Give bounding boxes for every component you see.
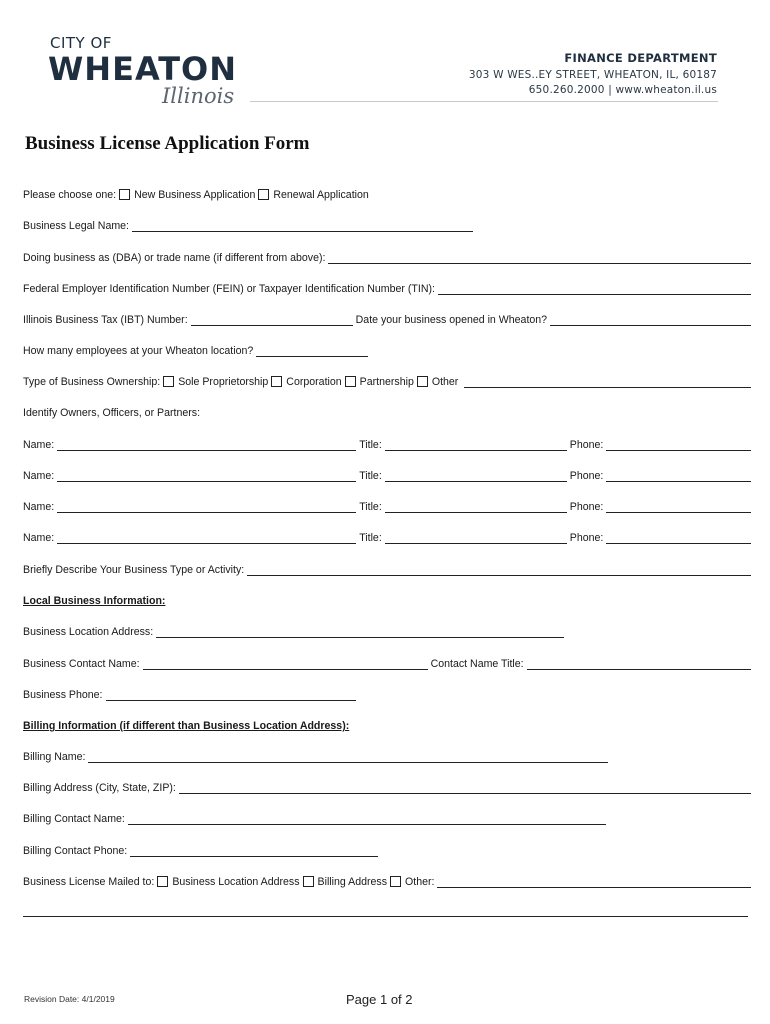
page-number: Page 1 of 2 bbox=[346, 992, 413, 1007]
dba-label: Doing business as (DBA) or trade name (if different from above): bbox=[23, 252, 326, 264]
billing-phone-label: Billing Contact Phone: bbox=[23, 845, 128, 857]
legal-name-label: Business Legal Name: bbox=[23, 220, 129, 232]
billing-heading-row bbox=[23, 718, 751, 732]
owner-name-field[interactable] bbox=[57, 501, 356, 513]
owner-title-field[interactable] bbox=[385, 532, 567, 544]
corporation-checkbox[interactable] bbox=[271, 376, 282, 387]
owner-title-label: Title: bbox=[359, 532, 382, 544]
new-business-label: New Business Application bbox=[134, 189, 256, 201]
ownership-row bbox=[23, 374, 751, 388]
billing-phone-field[interactable] bbox=[130, 845, 378, 857]
billing-address-field[interactable] bbox=[179, 782, 751, 794]
mail-other-field[interactable] bbox=[437, 876, 751, 888]
owner-name-label: Name: bbox=[23, 532, 55, 544]
owner-phone-field[interactable] bbox=[606, 532, 751, 544]
billing-phone-row bbox=[23, 843, 751, 857]
owner-name-label: Name: bbox=[23, 501, 55, 513]
department-address: 303 W WES..EY STREET, WHEATON, IL, 60187 bbox=[468, 69, 717, 81]
owner-phone-label: Phone: bbox=[569, 470, 604, 482]
contact-name-label: Business Contact Name: bbox=[23, 658, 140, 670]
ownership-label: Type of Business Ownership: bbox=[23, 376, 161, 388]
owner-phone-field[interactable] bbox=[606, 470, 751, 482]
contact-title-label: Contact Name Title: bbox=[430, 658, 524, 670]
dba-field[interactable] bbox=[328, 252, 751, 264]
logo-city-text: CITY OF bbox=[50, 34, 112, 52]
owner-phone-label: Phone: bbox=[569, 532, 604, 544]
describe-row bbox=[23, 562, 751, 576]
ibt-field[interactable] bbox=[191, 314, 353, 326]
business-phone-field[interactable] bbox=[106, 689, 356, 701]
billing-contact-label: Billing Contact Name: bbox=[23, 813, 125, 825]
date-opened-label: Date your business opened in Wheaton? bbox=[355, 314, 548, 326]
contact-name-field[interactable] bbox=[143, 658, 428, 670]
owner-name-field[interactable] bbox=[57, 470, 356, 482]
mail-other-checkbox[interactable] bbox=[390, 876, 401, 887]
local-heading-row bbox=[23, 593, 751, 607]
mail-other-label: Other: bbox=[405, 876, 435, 888]
owner-title-field[interactable] bbox=[385, 501, 567, 513]
owners-heading: Identify Owners, Officers, or Partners: bbox=[23, 407, 201, 419]
corporation-label: Corporation bbox=[286, 376, 342, 388]
billing-name-field[interactable] bbox=[88, 751, 608, 763]
department-name: FINANCE DEPARTMENT bbox=[564, 51, 717, 65]
fein-row bbox=[23, 281, 751, 295]
partnership-label: Partnership bbox=[359, 376, 414, 388]
mail-billing-checkbox[interactable] bbox=[303, 876, 314, 887]
owner-phone-field[interactable] bbox=[606, 439, 751, 451]
extra-line-field[interactable] bbox=[23, 916, 748, 917]
mailed-to-row bbox=[23, 874, 751, 888]
owners-heading-row bbox=[23, 405, 751, 419]
describe-field[interactable] bbox=[247, 564, 751, 576]
business-phone-label: Business Phone: bbox=[23, 689, 103, 701]
legal-name-field[interactable] bbox=[132, 220, 473, 232]
other-ownership-field[interactable] bbox=[464, 376, 751, 388]
owner-row bbox=[23, 437, 751, 451]
owner-row bbox=[23, 468, 751, 482]
renewal-checkbox[interactable] bbox=[258, 189, 269, 200]
contact-row bbox=[23, 656, 751, 670]
mail-location-checkbox[interactable] bbox=[157, 876, 168, 887]
contact-title-field[interactable] bbox=[527, 658, 751, 670]
owner-row bbox=[23, 530, 751, 544]
location-address-field[interactable] bbox=[156, 626, 564, 638]
location-address-row bbox=[23, 624, 751, 638]
form-title: Business License Application Form bbox=[25, 133, 310, 154]
billing-name-row bbox=[23, 749, 751, 763]
header-rule bbox=[250, 101, 718, 102]
mailed-to-label: Business License Mailed to: bbox=[23, 876, 155, 888]
date-opened-field[interactable] bbox=[550, 314, 751, 326]
billing-contact-field[interactable] bbox=[128, 813, 606, 825]
location-address-label: Business Location Address: bbox=[23, 626, 154, 638]
owner-row bbox=[23, 499, 751, 513]
logo-illinois-script: Illinois bbox=[162, 84, 235, 108]
new-business-checkbox[interactable] bbox=[119, 189, 130, 200]
billing-address-label: Billing Address (City, State, ZIP): bbox=[23, 782, 176, 794]
owner-title-label: Title: bbox=[359, 501, 382, 513]
owner-title-field[interactable] bbox=[385, 439, 567, 451]
legal-name-row bbox=[23, 218, 751, 232]
other-ownership-checkbox[interactable] bbox=[417, 376, 428, 387]
billing-address-row bbox=[23, 780, 751, 794]
owner-phone-label: Phone: bbox=[569, 439, 604, 451]
local-business-heading: Local Business Information: bbox=[23, 595, 166, 607]
partnership-checkbox[interactable] bbox=[345, 376, 356, 387]
describe-label: Briefly Describe Your Business Type or Activity: bbox=[23, 564, 245, 576]
ibt-label: Illinois Business Tax (IBT) Number: bbox=[23, 314, 188, 326]
logo-wheaton-text: WHEATON bbox=[48, 50, 238, 88]
owner-title-field[interactable] bbox=[385, 470, 567, 482]
business-phone-row bbox=[23, 687, 751, 701]
application-type-row bbox=[23, 187, 751, 201]
renewal-label: Renewal Application bbox=[273, 189, 369, 201]
owner-name-field[interactable] bbox=[57, 439, 356, 451]
owner-name-label: Name: bbox=[23, 439, 55, 451]
owner-phone-label: Phone: bbox=[569, 501, 604, 513]
owner-name-field[interactable] bbox=[57, 532, 356, 544]
employees-field[interactable] bbox=[256, 345, 368, 357]
owner-name-label: Name: bbox=[23, 470, 55, 482]
billing-name-label: Billing Name: bbox=[23, 751, 86, 763]
employees-label: How many employees at your Wheaton location? bbox=[23, 345, 254, 357]
sole-proprietorship-label: Sole Proprietorship bbox=[178, 376, 269, 388]
owner-phone-field[interactable] bbox=[606, 501, 751, 513]
ibt-row bbox=[23, 312, 751, 326]
billing-contact-row bbox=[23, 811, 751, 825]
employees-row bbox=[23, 343, 751, 357]
mail-billing-label: Billing Address bbox=[317, 876, 388, 888]
fein-label: Federal Employer Identification Number (FEIN) or Taxpayer Identification Number (TIN): bbox=[23, 283, 435, 295]
revision-date: Revision Date: 4/1/2019 bbox=[24, 994, 115, 1004]
dba-row bbox=[23, 250, 751, 264]
mail-location-label: Business Location Address bbox=[172, 876, 300, 888]
owner-title-label: Title: bbox=[359, 470, 382, 482]
fein-field[interactable] bbox=[438, 283, 751, 295]
owner-title-label: Title: bbox=[359, 439, 382, 451]
department-contact: 650.260.2000 | www.wheaton.il.us bbox=[528, 84, 717, 96]
sole-proprietorship-checkbox[interactable] bbox=[163, 376, 174, 387]
other-ownership-label: Other bbox=[431, 376, 459, 388]
billing-heading: Billing Information (if different than Business Location Address): bbox=[23, 720, 350, 732]
choose-label: Please choose one: bbox=[23, 189, 117, 201]
